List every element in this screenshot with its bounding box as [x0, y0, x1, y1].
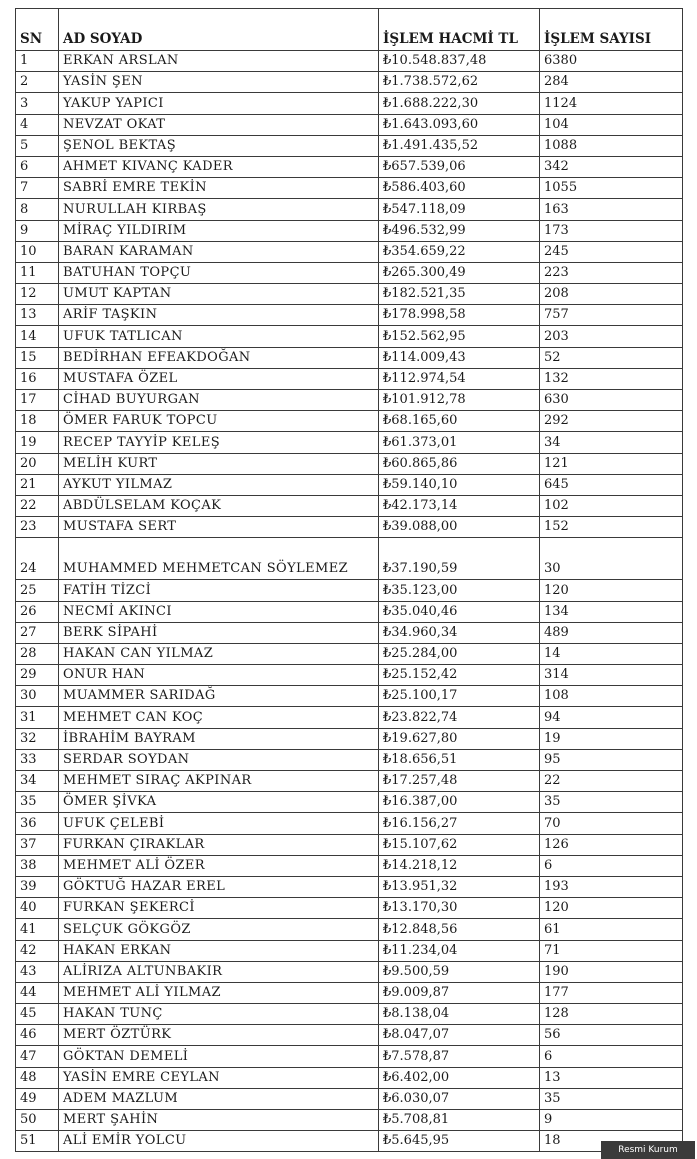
cell-sn: 49	[16, 1088, 59, 1109]
cell-sn: 23	[16, 517, 59, 538]
table-row	[16, 411, 683, 432]
cell-name: ALİRIZA ALTUNBAKIR	[59, 961, 379, 982]
cell-name: ERKAN ARSLAN	[59, 51, 379, 72]
table-row	[16, 665, 683, 686]
table-row	[16, 1046, 683, 1067]
cell-count: 14	[540, 643, 683, 664]
cell-count: 6380	[540, 51, 683, 72]
table-row	[16, 1004, 683, 1025]
cell-sn: 7	[16, 178, 59, 199]
table-row	[16, 771, 683, 792]
cell-volume: ₺25.100,17	[379, 686, 540, 707]
cell-name: ARİF TAŞKIN	[59, 305, 379, 326]
cell-name: BERK SİPAHİ	[59, 622, 379, 643]
cell-volume: ₺7.578,87	[379, 1046, 540, 1067]
cell-volume: ₺354.659,22	[379, 241, 540, 262]
cell-volume: ₺19.627,80	[379, 728, 540, 749]
cell-name: MEHMET ALİ ÖZER	[59, 855, 379, 876]
cell-sn: 41	[16, 919, 59, 940]
table-row	[16, 93, 683, 114]
table-row	[16, 432, 683, 453]
cell-sn: 46	[16, 1025, 59, 1046]
cell-count: 342	[540, 156, 683, 177]
cell-name: ONUR HAN	[59, 665, 379, 686]
cell-volume: ₺496.532,99	[379, 220, 540, 241]
cell-count: 108	[540, 686, 683, 707]
cell-name: GÖKTAN DEMELİ	[59, 1046, 379, 1067]
cell-name: MEHMET ALİ YILMAZ	[59, 982, 379, 1003]
cell-sn: 24	[16, 538, 59, 580]
table-row	[16, 220, 683, 241]
table-row	[16, 707, 683, 728]
cell-sn: 31	[16, 707, 59, 728]
cell-sn: 27	[16, 622, 59, 643]
cell-sn: 40	[16, 898, 59, 919]
table-row	[16, 51, 683, 72]
table-row	[16, 517, 683, 538]
table-row	[16, 834, 683, 855]
cell-sn: 18	[16, 411, 59, 432]
cell-name: FURKAN ÇIRAKLAR	[59, 834, 379, 855]
cell-name: ADEM MAZLUM	[59, 1088, 379, 1109]
cell-volume: ₺1.738.572,62	[379, 72, 540, 93]
table-row	[16, 538, 683, 580]
cell-sn: 28	[16, 643, 59, 664]
table-row	[16, 178, 683, 199]
table-row	[16, 284, 683, 305]
table-row	[16, 474, 683, 495]
cell-name: UMUT KAPTAN	[59, 284, 379, 305]
cell-count: 1055	[540, 178, 683, 199]
cell-count: 95	[540, 749, 683, 770]
cell-name: UFUK ÇELEBİ	[59, 813, 379, 834]
cell-name: ŞENOL BEKTAŞ	[59, 135, 379, 156]
cell-count: 13	[540, 1067, 683, 1088]
cell-volume: ₺6.402,00	[379, 1067, 540, 1088]
cell-name: CİHAD BUYURGAN	[59, 390, 379, 411]
cell-volume: ₺10.548.837,48	[379, 51, 540, 72]
cell-volume: ₺178.998,58	[379, 305, 540, 326]
header-sn: SN	[16, 9, 59, 51]
cell-volume: ₺112.974,54	[379, 368, 540, 389]
cell-volume: ₺152.562,95	[379, 326, 540, 347]
cell-sn: 45	[16, 1004, 59, 1025]
cell-sn: 2	[16, 72, 59, 93]
table-row	[16, 940, 683, 961]
cell-volume: ₺39.088,00	[379, 517, 540, 538]
cell-count: 163	[540, 199, 683, 220]
table-row	[16, 792, 683, 813]
cell-sn: 39	[16, 876, 59, 897]
cell-volume: ₺68.165,60	[379, 411, 540, 432]
cell-sn: 26	[16, 601, 59, 622]
table-row	[16, 495, 683, 516]
cell-count: 102	[540, 495, 683, 516]
header-name: AD SOYAD	[59, 9, 379, 51]
cell-count: 177	[540, 982, 683, 1003]
table-row	[16, 728, 683, 749]
cell-volume: ₺13.170,30	[379, 898, 540, 919]
cell-volume: ₺1.491.435,52	[379, 135, 540, 156]
cell-name: MEHMET CAN KOÇ	[59, 707, 379, 728]
cell-count: 120	[540, 898, 683, 919]
table-row	[16, 305, 683, 326]
cell-count: 6	[540, 855, 683, 876]
table-row	[16, 601, 683, 622]
cell-volume: ₺11.234,04	[379, 940, 540, 961]
cell-volume: ₺25.152,42	[379, 665, 540, 686]
cell-sn: 25	[16, 580, 59, 601]
cell-volume: ₺35.040,46	[379, 601, 540, 622]
cell-volume: ₺1.643.093,60	[379, 114, 540, 135]
cell-count: 208	[540, 284, 683, 305]
cell-volume: ₺17.257,48	[379, 771, 540, 792]
table-row	[16, 241, 683, 262]
cell-volume: ₺12.848,56	[379, 919, 540, 940]
cell-sn: 48	[16, 1067, 59, 1088]
cell-volume: ₺14.218,12	[379, 855, 540, 876]
table-body	[16, 51, 683, 1152]
cell-sn: 16	[16, 368, 59, 389]
table-row	[16, 453, 683, 474]
cell-volume: ₺6.030,07	[379, 1088, 540, 1109]
cell-name: UFUK TATLICAN	[59, 326, 379, 347]
table-row	[16, 580, 683, 601]
cell-count: 126	[540, 834, 683, 855]
cell-name: YAKUP YAPICI	[59, 93, 379, 114]
cell-volume: ₺9.500,59	[379, 961, 540, 982]
cell-sn: 15	[16, 347, 59, 368]
cell-sn: 44	[16, 982, 59, 1003]
cell-count: 121	[540, 453, 683, 474]
cell-count: 1124	[540, 93, 683, 114]
cell-sn: 1	[16, 51, 59, 72]
cell-count: 120	[540, 580, 683, 601]
cell-sn: 21	[16, 474, 59, 495]
cell-volume: ₺5.708,81	[379, 1110, 540, 1131]
table-row	[16, 643, 683, 664]
cell-sn: 12	[16, 284, 59, 305]
cell-volume: ₺59.140,10	[379, 474, 540, 495]
cell-count: 6	[540, 1046, 683, 1067]
table-row	[16, 156, 683, 177]
cell-sn: 8	[16, 199, 59, 220]
cell-sn: 22	[16, 495, 59, 516]
cell-name: MUSTAFA ÖZEL	[59, 368, 379, 389]
cell-count: 9	[540, 1110, 683, 1131]
cell-sn: 36	[16, 813, 59, 834]
cell-name: YASİN ŞEN	[59, 72, 379, 93]
cell-sn: 10	[16, 241, 59, 262]
cell-sn: 13	[16, 305, 59, 326]
cell-count: 173	[540, 220, 683, 241]
table-row	[16, 622, 683, 643]
cell-name: ALİ EMİR YOLCU	[59, 1131, 379, 1152]
cell-count: 1088	[540, 135, 683, 156]
cell-volume: ₺265.300,49	[379, 262, 540, 283]
cell-volume: ₺23.822,74	[379, 707, 540, 728]
cell-name: ABDÜLSELAM KOÇAK	[59, 495, 379, 516]
cell-count: 134	[540, 601, 683, 622]
cell-count: 284	[540, 72, 683, 93]
cell-count: 190	[540, 961, 683, 982]
cell-sn: 9	[16, 220, 59, 241]
cell-sn: 38	[16, 855, 59, 876]
table-row	[16, 686, 683, 707]
cell-count: 132	[540, 368, 683, 389]
cell-volume: ₺15.107,62	[379, 834, 540, 855]
cell-volume: ₺61.373,01	[379, 432, 540, 453]
table-row	[16, 982, 683, 1003]
cell-name: MELİH KURT	[59, 453, 379, 474]
cell-name: SERDAR SOYDAN	[59, 749, 379, 770]
cell-sn: 20	[16, 453, 59, 474]
cell-sn: 29	[16, 665, 59, 686]
cell-sn: 37	[16, 834, 59, 855]
cell-volume: ₺101.912,78	[379, 390, 540, 411]
cell-name: SABRİ EMRE TEKİN	[59, 178, 379, 199]
cell-count: 245	[540, 241, 683, 262]
cell-volume: ₺657.539,06	[379, 156, 540, 177]
table-row	[16, 919, 683, 940]
cell-sn: 35	[16, 792, 59, 813]
cell-name: NURULLAH KIRBAŞ	[59, 199, 379, 220]
cell-count: 292	[540, 411, 683, 432]
cell-count: 35	[540, 1088, 683, 1109]
cell-count: 193	[540, 876, 683, 897]
cell-name: MUSTAFA SERT	[59, 517, 379, 538]
cell-volume: ₺8.047,07	[379, 1025, 540, 1046]
cell-sn: 5	[16, 135, 59, 156]
table-row	[16, 876, 683, 897]
table-row	[16, 898, 683, 919]
cell-volume: ₺60.865,86	[379, 453, 540, 474]
table-row	[16, 326, 683, 347]
cell-name: ÖMER FARUK TOPCU	[59, 411, 379, 432]
cell-sn: 43	[16, 961, 59, 982]
table-row	[16, 1025, 683, 1046]
cell-count: 104	[540, 114, 683, 135]
cell-count: 22	[540, 771, 683, 792]
cell-sn: 51	[16, 1131, 59, 1152]
cell-volume: ₺16.156,27	[379, 813, 540, 834]
cell-name: BATUHAN TOPÇU	[59, 262, 379, 283]
cell-name: İBRAHİM BAYRAM	[59, 728, 379, 749]
cell-name: NECMİ AKINCI	[59, 601, 379, 622]
cell-name: HAKAN TUNÇ	[59, 1004, 379, 1025]
cell-sn: 33	[16, 749, 59, 770]
cell-count: 35	[540, 792, 683, 813]
cell-count: 19	[540, 728, 683, 749]
cell-volume: ₺586.403,60	[379, 178, 540, 199]
cell-sn: 4	[16, 114, 59, 135]
table-row	[16, 1110, 683, 1131]
cell-name: RECEP TAYYİP KELEŞ	[59, 432, 379, 453]
cell-sn: 19	[16, 432, 59, 453]
watermark-badge: Resmi Kurum	[601, 1141, 695, 1159]
cell-name: MERT ŞAHİN	[59, 1110, 379, 1131]
table-row	[16, 1131, 683, 1152]
cell-count: 152	[540, 517, 683, 538]
cell-name: FURKAN ŞEKERCİ	[59, 898, 379, 919]
table-row	[16, 1088, 683, 1109]
cell-count: 61	[540, 919, 683, 940]
cell-sn: 6	[16, 156, 59, 177]
cell-sn: 30	[16, 686, 59, 707]
cell-count: 223	[540, 262, 683, 283]
cell-sn: 14	[16, 326, 59, 347]
cell-name: AYKUT YILMAZ	[59, 474, 379, 495]
cell-volume: ₺182.521,35	[379, 284, 540, 305]
cell-count: 630	[540, 390, 683, 411]
cell-name: BARAN KARAMAN	[59, 241, 379, 262]
table-row	[16, 749, 683, 770]
cell-volume: ₺9.009,87	[379, 982, 540, 1003]
cell-name: HAKAN ERKAN	[59, 940, 379, 961]
cell-volume: ₺35.123,00	[379, 580, 540, 601]
cell-name: MİRAÇ YILDIRIM	[59, 220, 379, 241]
cell-volume: ₺42.173,14	[379, 495, 540, 516]
cell-volume: ₺547.118,09	[379, 199, 540, 220]
cell-name: MUAMMER SARIDAĞ	[59, 686, 379, 707]
cell-count: 94	[540, 707, 683, 728]
table-row	[16, 114, 683, 135]
table-row	[16, 72, 683, 93]
cell-name: HAKAN CAN YILMAZ	[59, 643, 379, 664]
cell-name: FATİH TİZCİ	[59, 580, 379, 601]
table-row	[16, 855, 683, 876]
cell-name: BEDİRHAN EFEAKDOĞAN	[59, 347, 379, 368]
cell-volume: ₺37.190,59	[379, 538, 540, 580]
cell-name: MUHAMMED MEHMETCAN SÖYLEMEZ	[59, 538, 379, 580]
cell-count: 203	[540, 326, 683, 347]
cell-count: 52	[540, 347, 683, 368]
header-volume: İŞLEM HACMİ TL	[379, 9, 540, 51]
cell-volume: ₺8.138,04	[379, 1004, 540, 1025]
cell-sn: 34	[16, 771, 59, 792]
transaction-table	[15, 8, 683, 1152]
cell-sn: 42	[16, 940, 59, 961]
cell-count: 70	[540, 813, 683, 834]
cell-volume: ₺18.656,51	[379, 749, 540, 770]
header-count: İŞLEM SAYISI	[540, 9, 683, 51]
cell-volume: ₺34.960,34	[379, 622, 540, 643]
cell-name: AHMET KIVANÇ KADER	[59, 156, 379, 177]
cell-name: GÖKTUĞ HAZAR EREL	[59, 876, 379, 897]
table-row	[16, 390, 683, 411]
cell-sn: 11	[16, 262, 59, 283]
cell-count: 56	[540, 1025, 683, 1046]
cell-count: 314	[540, 665, 683, 686]
table-row	[16, 135, 683, 156]
cell-name: ÖMER ŞİVKA	[59, 792, 379, 813]
cell-volume: ₺16.387,00	[379, 792, 540, 813]
table-row	[16, 368, 683, 389]
header-row	[16, 9, 683, 51]
cell-volume: ₺13.951,32	[379, 876, 540, 897]
cell-name: MERT ÖZTÜRK	[59, 1025, 379, 1046]
table-row	[16, 961, 683, 982]
cell-sn: 47	[16, 1046, 59, 1067]
cell-name: SELÇUK GÖKGÖZ	[59, 919, 379, 940]
cell-sn: 32	[16, 728, 59, 749]
cell-volume: ₺25.284,00	[379, 643, 540, 664]
cell-sn: 50	[16, 1110, 59, 1131]
table-row	[16, 1067, 683, 1088]
table-row	[16, 813, 683, 834]
cell-volume: ₺5.645,95	[379, 1131, 540, 1152]
table-row	[16, 347, 683, 368]
cell-count: 128	[540, 1004, 683, 1025]
cell-name: NEVZAT OKAT	[59, 114, 379, 135]
cell-count: 757	[540, 305, 683, 326]
cell-volume: ₺114.009,43	[379, 347, 540, 368]
cell-name: YASİN EMRE CEYLAN	[59, 1067, 379, 1088]
table-row	[16, 262, 683, 283]
cell-count: 71	[540, 940, 683, 961]
cell-count: 34	[540, 432, 683, 453]
table-row	[16, 199, 683, 220]
cell-count: 30	[540, 538, 683, 580]
cell-count: 645	[540, 474, 683, 495]
cell-sn: 3	[16, 93, 59, 114]
cell-name: MEHMET SIRAÇ AKPINAR	[59, 771, 379, 792]
cell-count: 489	[540, 622, 683, 643]
cell-volume: ₺1.688.222,30	[379, 93, 540, 114]
cell-count: 18	[540, 1131, 683, 1152]
cell-sn: 17	[16, 390, 59, 411]
